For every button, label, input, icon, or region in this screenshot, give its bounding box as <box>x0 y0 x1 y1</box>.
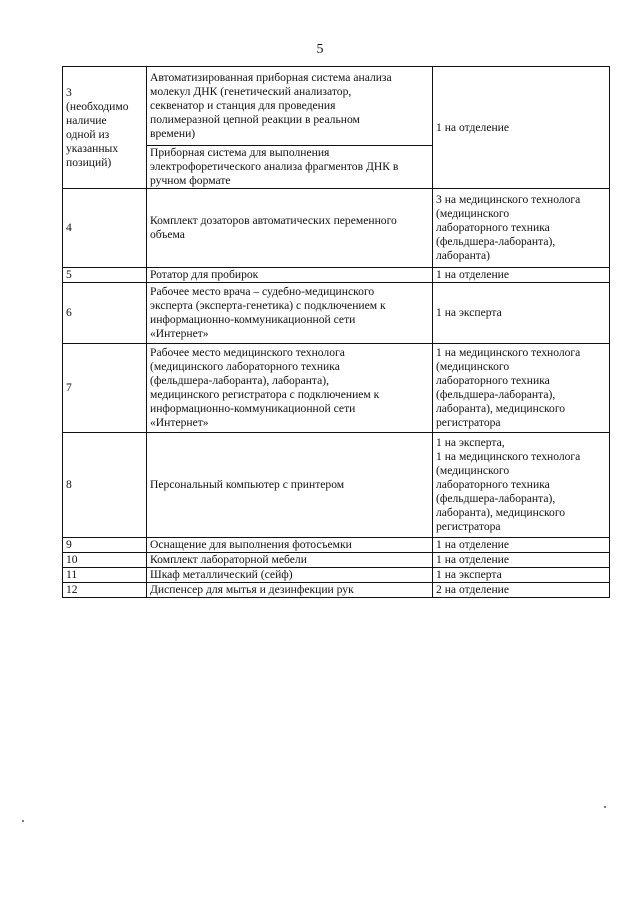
table-row <box>63 583 610 598</box>
table-row <box>63 283 610 344</box>
equipment-name: Автоматизированная приборная система анализа молекул ДНК (генетический анализатор, секвенатор и станция для проведения полимеразной цепной реакции в реальном времени) <box>147 67 433 146</box>
table-row <box>63 568 610 583</box>
equipment-name: Шкаф металлический (сейф) <box>147 568 433 583</box>
equipment-quantity: 2 на отделение <box>433 583 610 598</box>
equipment-quantity: 1 на медицинского технолога (медицинского лабораторного техника (фельдшера-лаборанта), лаборанта), медицинского регистратора <box>433 344 610 433</box>
equipment-quantity: 1 на отделение <box>433 268 610 283</box>
scan-speck <box>604 806 606 808</box>
row-number: 8 <box>63 433 147 538</box>
equipment-name: Оснащение для выполнения фотосъемки <box>147 538 433 553</box>
table-row <box>63 433 610 538</box>
row-number: 10 <box>63 553 147 568</box>
equipment-name: Рабочее место врача – судебно-медицинского эксперта (эксперта-генетика) с подключением к информационно-коммуникационной сети «Интернет» <box>147 283 433 344</box>
table-row <box>63 67 610 146</box>
equipment-name: Комплект дозаторов автоматических переменного объема <box>147 189 433 268</box>
equipment-quantity: 1 на эксперта <box>433 283 610 344</box>
equipment-quantity: 1 на эксперта, 1 на медицинского технолога (медицинского лабораторного техника (фельдшера-лаборанта), лаборанта), медицинского регистратора <box>433 433 610 538</box>
equipment-quantity: 1 на отделение <box>433 67 610 189</box>
equipment-quantity: 1 на отделение <box>433 538 610 553</box>
row-number: 9 <box>63 538 147 553</box>
equipment-name: Рабочее место медицинского технолога (медицинского лабораторного техника (фельдшера-лаборанта), лаборанта), медицинского регистратора с подключением к информационно-коммуникационной сети «Интернет» <box>147 344 433 433</box>
row-number: 7 <box>63 344 147 433</box>
equipment-name: Ротатор для пробирок <box>147 268 433 283</box>
equipment-quantity: 1 на отделение <box>433 553 610 568</box>
row-number: 11 <box>63 568 147 583</box>
row-number: 12 <box>63 583 147 598</box>
equipment-name: Комплект лабораторной мебели <box>147 553 433 568</box>
equipment-name: Персональный компьютер с принтером <box>147 433 433 538</box>
table-row <box>63 189 610 268</box>
equipment-name: Приборная система для выполнения электрофоретического анализа фрагментов ДНК в ручном формате <box>147 146 433 189</box>
table-row <box>63 268 610 283</box>
scan-speck <box>22 820 24 822</box>
equipment-quantity: 3 на медицинского технолога (медицинского лабораторного техника (фельдшера-лаборанта), лаборанта) <box>433 189 610 268</box>
page-number: 5 <box>316 42 324 57</box>
row-number: 4 <box>63 189 147 268</box>
table-row <box>63 553 610 568</box>
row-number: 6 <box>63 283 147 344</box>
equipment-table <box>62 66 610 598</box>
table-row <box>63 538 610 553</box>
row-number: 5 <box>63 268 147 283</box>
equipment-name: Диспенсер для мытья и дезинфекции рук <box>147 583 433 598</box>
table-row <box>63 344 610 433</box>
equipment-quantity: 1 на эксперта <box>433 568 610 583</box>
row-number: 3 (необходимо наличие одной из указанных позиций) <box>63 67 147 189</box>
